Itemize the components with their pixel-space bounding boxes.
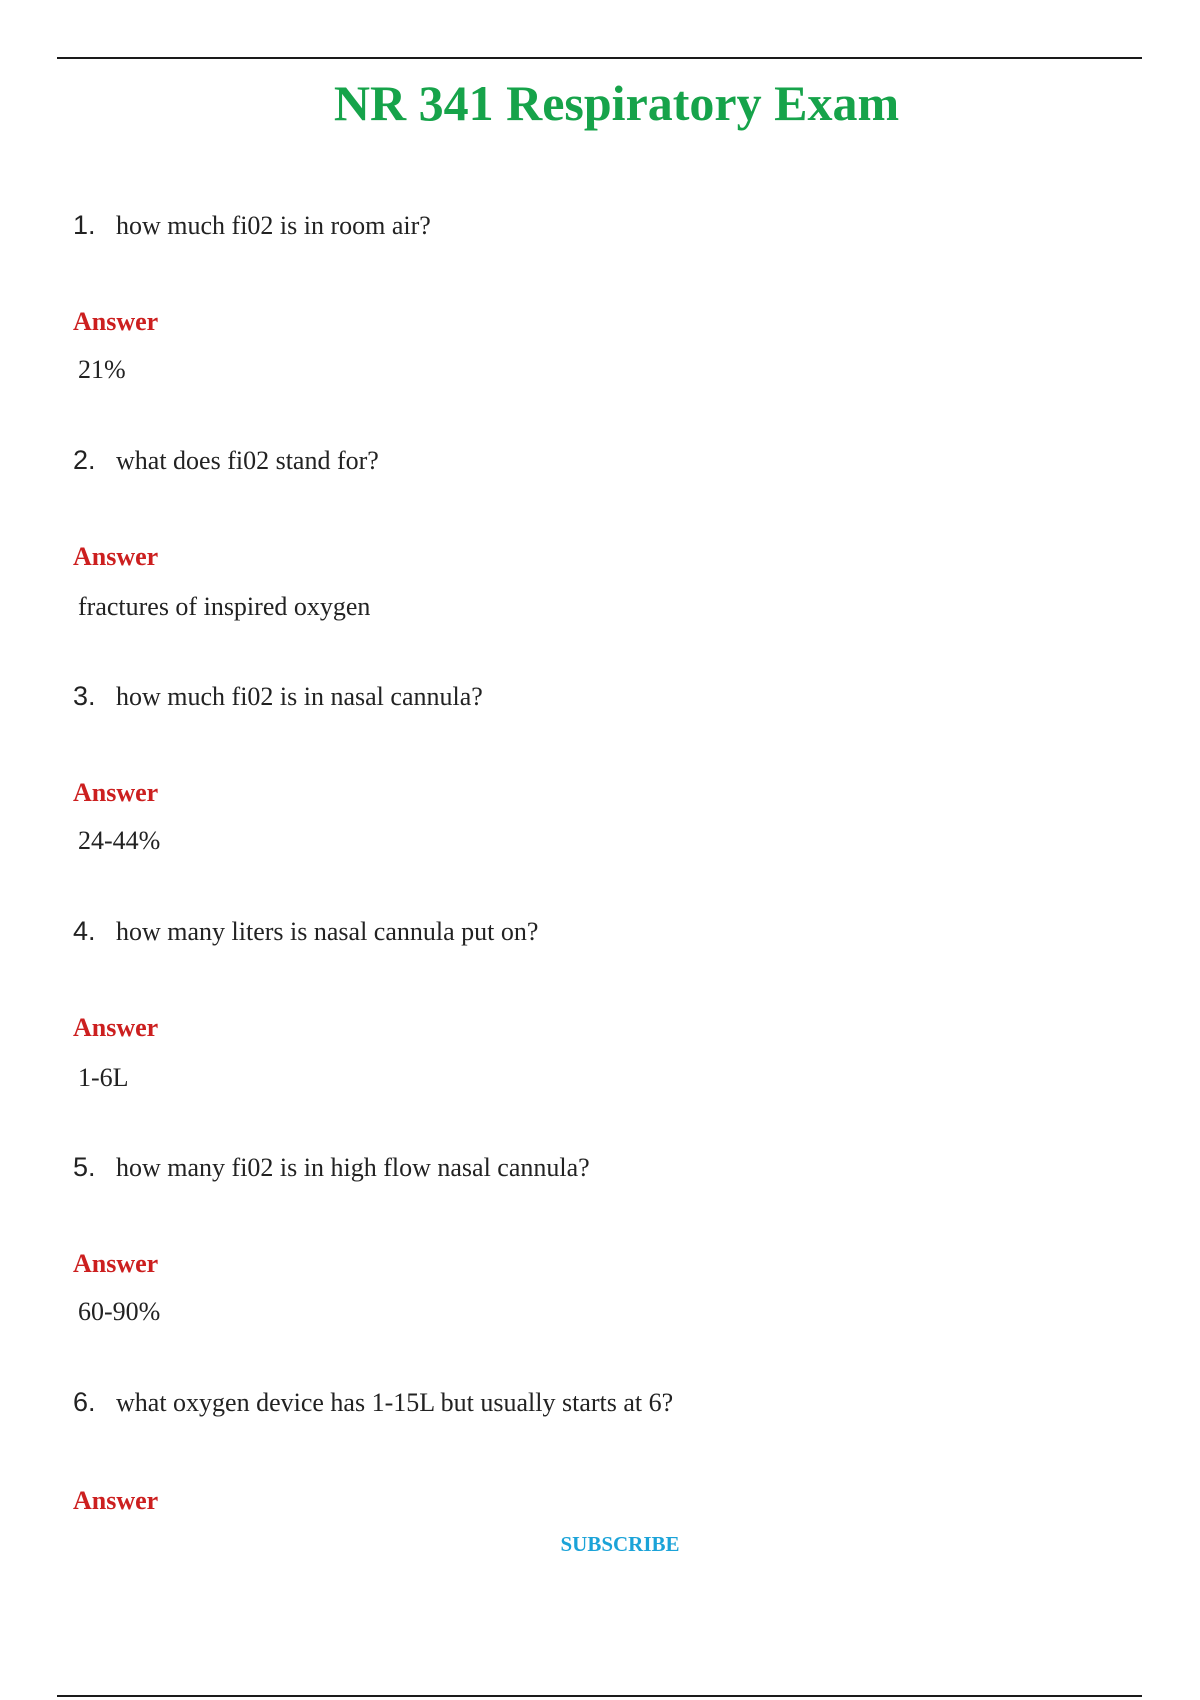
answer-text: 24-44% [78, 826, 161, 855]
question-line [73, 445, 379, 481]
answer-label: Answer [73, 778, 159, 807]
question-text: how much fi02 is in room air? [116, 211, 431, 240]
answer-text: fractures of inspired oxygen [78, 592, 371, 621]
answer-text: 21% [78, 355, 126, 384]
question-number: 2. [73, 445, 96, 475]
answer-label: Answer [73, 542, 159, 571]
question-number: 4. [73, 916, 96, 946]
question-line [73, 1152, 590, 1188]
answer-label: Answer [73, 1249, 159, 1278]
question-text: what oxygen device has 1-15L but usually starts at 6? [116, 1388, 674, 1417]
question-text: how much fi02 is in nasal cannula? [116, 682, 483, 711]
question-number: 6. [73, 1387, 96, 1417]
answer-label: Answer [73, 1013, 159, 1042]
question-line [73, 916, 538, 952]
question-number: 3. [73, 681, 96, 711]
question-text: how many liters is nasal cannula put on? [116, 917, 539, 946]
top-rule [57, 57, 1142, 59]
answer-text: 60-90% [78, 1297, 161, 1326]
question-line [73, 210, 431, 246]
question-line [73, 1387, 673, 1423]
question-number: 5. [73, 1152, 96, 1182]
answer-label: Answer [73, 1486, 159, 1515]
answer-text: 1-6L [78, 1063, 129, 1092]
bottom-rule [57, 1695, 1142, 1697]
question-line [73, 681, 483, 717]
answer-label: Answer [73, 307, 159, 336]
question-text: how many fi02 is in high flow nasal cannula? [116, 1153, 590, 1182]
subscribe-link[interactable]: SUBSCRIBE [560, 1532, 680, 1556]
question-text: what does fi02 stand for? [116, 446, 379, 475]
document-title: NR 341 Respiratory Exam [333, 75, 900, 131]
question-number: 1. [73, 210, 96, 240]
